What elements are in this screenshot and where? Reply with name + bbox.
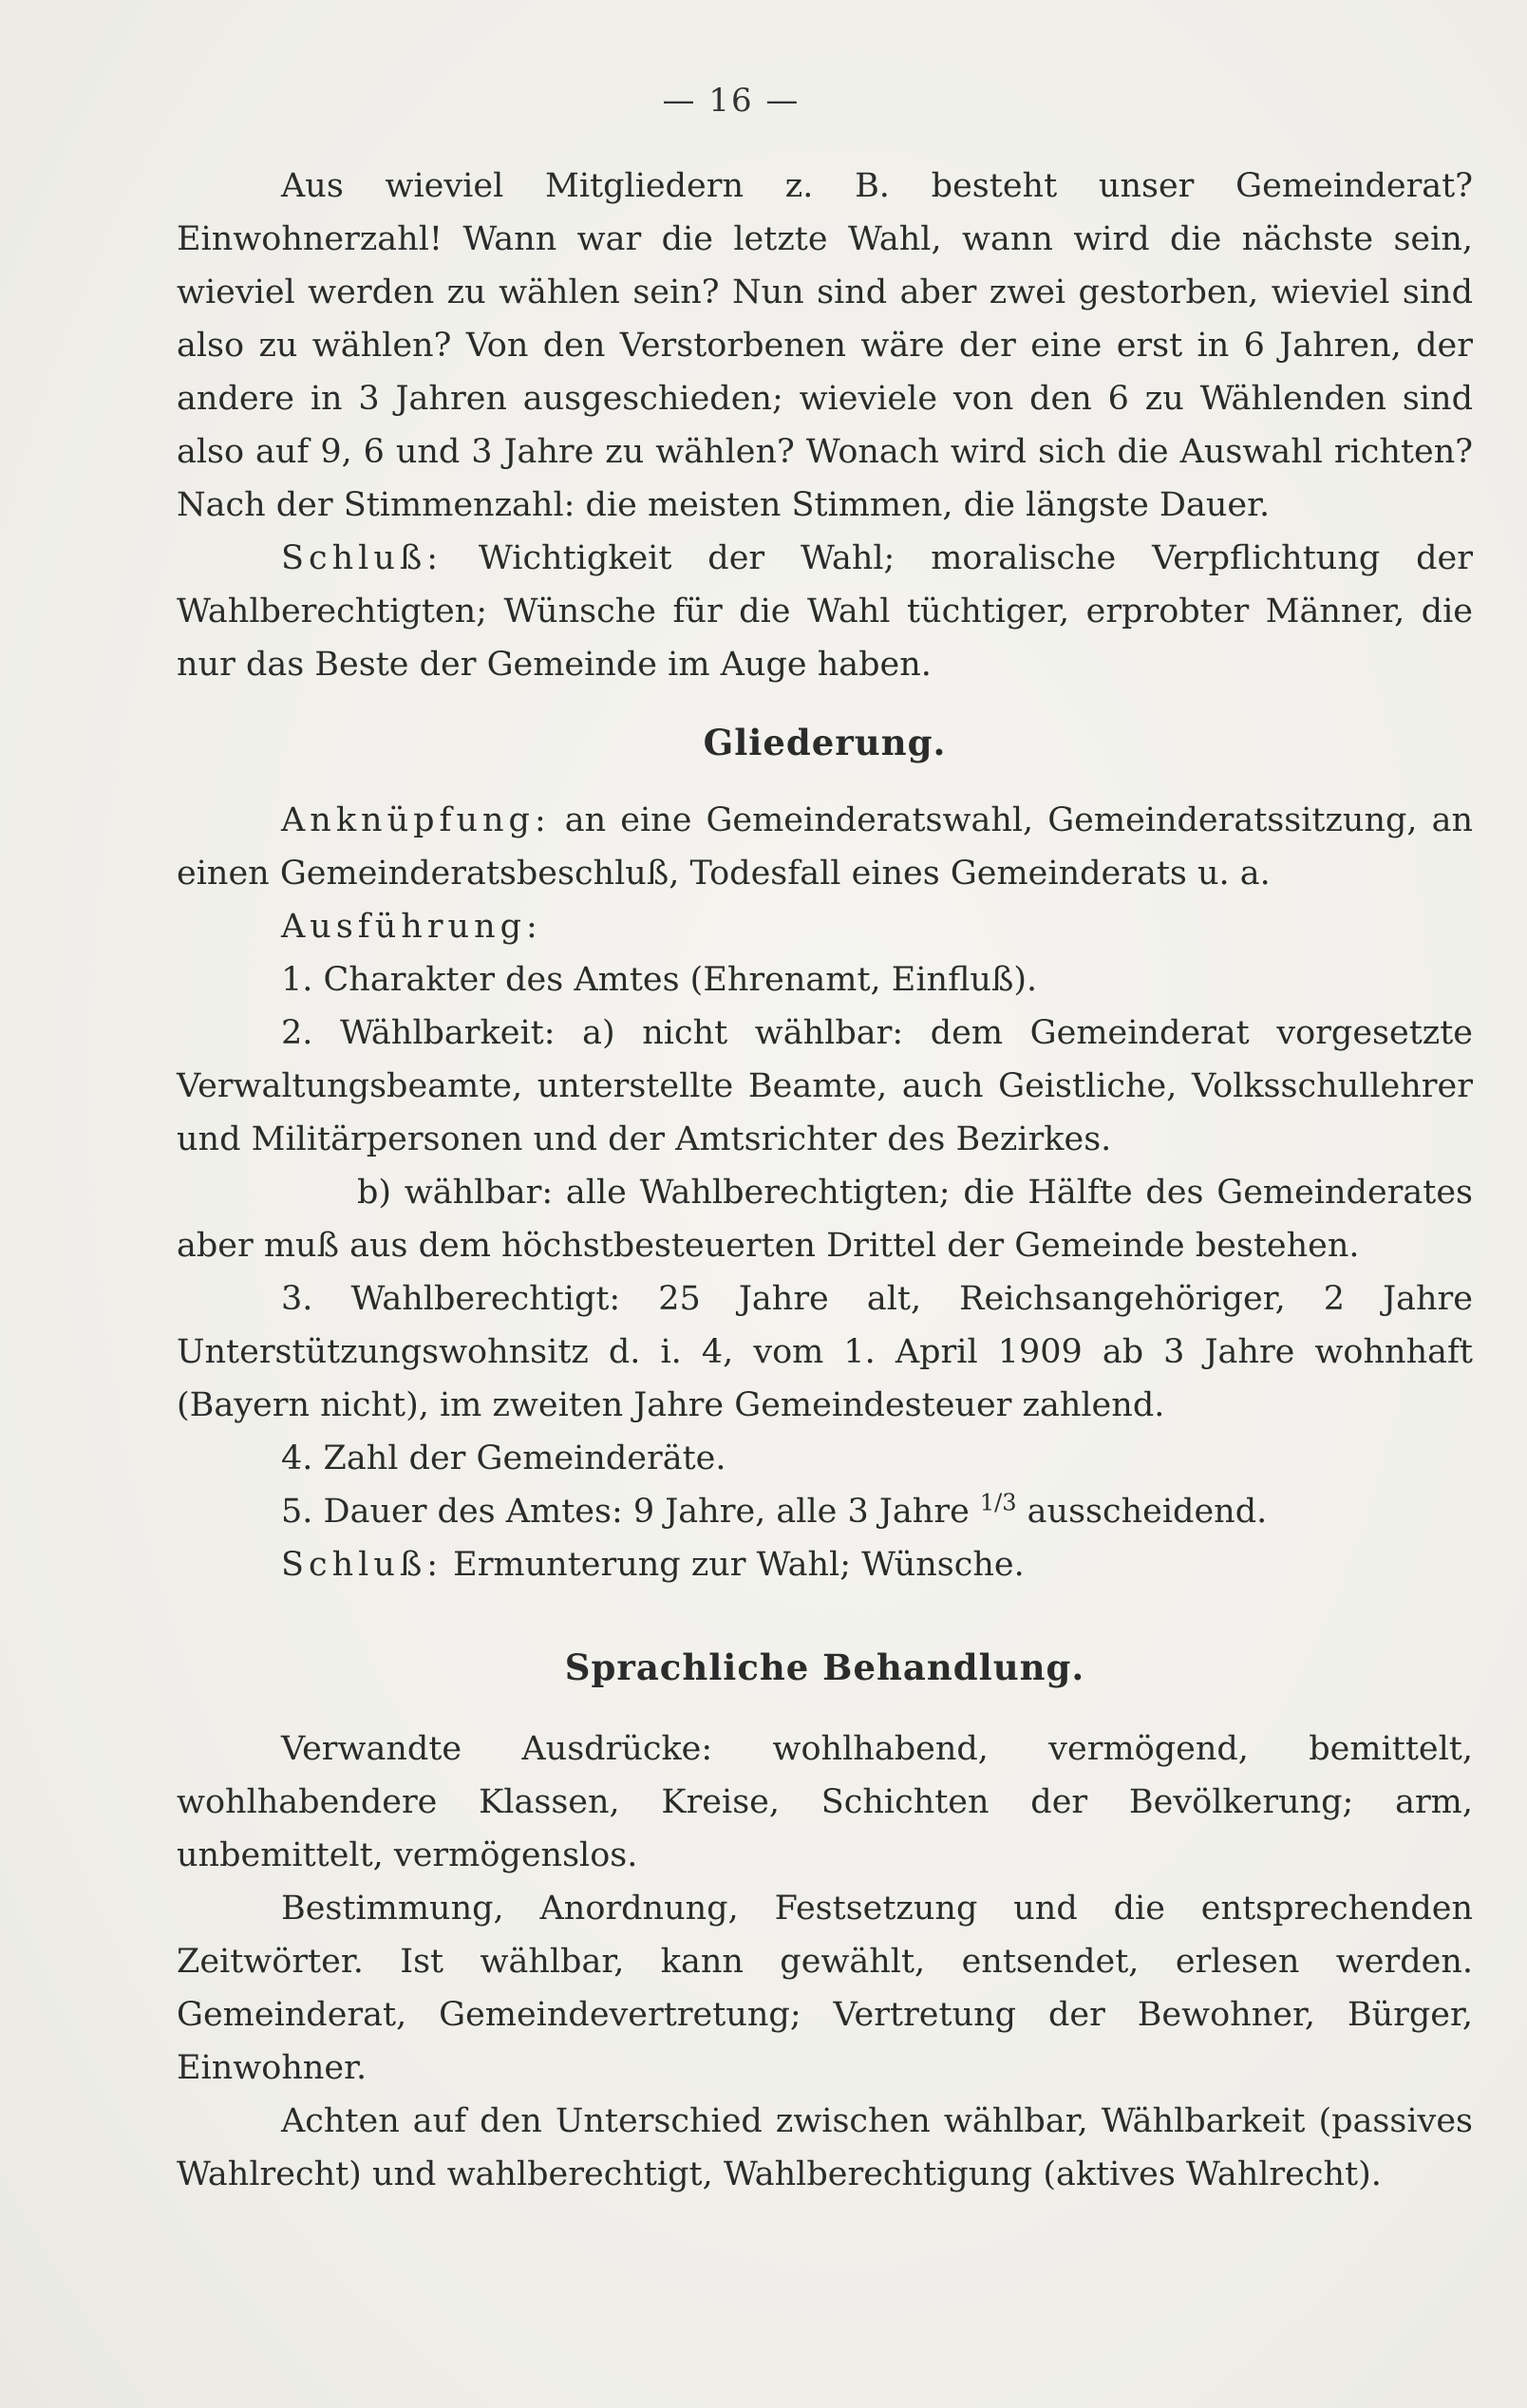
page-body: [177, 160, 1473, 2201]
outline-item-2a: 2. Wählbarkeit: a) nicht wählbar: dem Gemeinderat vorgesetzte Verwaltungsbeamte, unterstellte Beamte, auch Geistliche, Volksschullehrer und Militärpersonen und der Amtsrichter des Bezirkes.: [177, 1014, 1473, 1158]
outline-item-5-tail: ausscheidend.: [1016, 1493, 1268, 1531]
gliederung-schluss: [177, 1538, 1473, 1591]
ausfuehrung-label: Ausführung:: [281, 908, 542, 946]
schluss-text: Wichtigkeit der Wahl; moralische Verpflichtung der Wahlberechtigten; Wünsche für die Wahl tüchtiger, erprobter Männer, die nur das Beste der Gemeinde im Auge haben.: [177, 539, 1473, 684]
fraction-one-third: 1/3: [979, 1489, 1017, 1516]
schluss-paragraph: [177, 532, 1473, 691]
outline-item-5-text: 5. Dauer des Amtes: 9 Jahre, alle 3 Jahre: [281, 1493, 980, 1531]
page-number: — 16 —: [662, 82, 801, 120]
schluss-label: Schluß:: [281, 539, 443, 577]
outline-item-2b: b) wählbar: alle Wahlberechtigten; die Hälfte des Gemeinderates aber muß aus dem höchstbesteuerten Drittel der Gemeinde bestehen.: [177, 1174, 1473, 1265]
anknuepfung-label: Anknüpfung:: [281, 801, 551, 839]
heading-gliederung: Gliederung.: [703, 722, 947, 763]
anknuepfung-text: an eine Gemeinderatswahl, Gemeinderatssitzung, an einen Gemeinderatsbeschluß, Todesfall eines Gemeinderats u. a.: [177, 801, 1473, 893]
anknuepfung-paragraph: [177, 794, 1473, 900]
sprachliche-paragraph-2: Bestimmung, Anordnung, Festsetzung und die entsprechenden Zeitwörter. Ist wählbar, kann gewählt, entsendet, erlesen werden. Gemeinderat, Gemeindevertretung; Vertretung der Bewohner, Bürger, Einwohner.: [177, 1890, 1473, 2087]
gliederung-schluss-text: Ermunterung zur Wahl; Wünsche.: [443, 1546, 1025, 1584]
heading-sprachliche-behandlung: Sprachliche Behandlung.: [564, 1646, 1085, 1688]
sprachliche-paragraph-3: Achten auf den Unterschied zwischen wählbar, Wählbarkeit (passives Wahlrecht) und wahlberechtigt, Wahlberechtigung (aktives Wahlrecht).: [177, 2102, 1473, 2193]
gliederung-schluss-label: Schluß:: [281, 1546, 443, 1584]
sprachliche-paragraph-1: Verwandte Ausdrücke: wohlhabend, vermögend, bemittelt, wohlhabendere Klassen, Kreise, Schichten der Bevölkerung; arm, unbemittelt, vermögenslos.: [177, 1730, 1473, 1874]
intro-paragraph: Aus wieviel Mitgliedern z. B. besteht unser Gemeinderat? Einwohnerzahl! Wann war die letzte Wahl, wann wird die nächste sein, wieviel werden zu wählen sein? Nun sind aber zwei gestorben, wieviel sind also zu wählen? Von den Verstorbenen wäre der eine erst in 6 Jahren, der andere in 3 Jahren ausgeschieden; wieviele von den 6 zu Wählenden sind also auf 9, 6 und 3 Jahre zu wählen? Wonach wird sich die Auswahl richten? Nach der Stimmenzahl: die meisten Stimmen, die längste Dauer.: [177, 167, 1473, 524]
outline-item-5: [177, 1485, 1473, 1538]
outline-item-3: 3. Wahlberechtigt: 25 Jahre alt, Reichsangehöriger, 2 Jahre Unterstützungswohnsitz d. i. 4, vom 1. April 1909 ab 3 Jahre wohnhaft (Bayern nicht), im zweiten Jahre Gemeindesteuer zahlend.: [177, 1280, 1473, 1424]
outline-item-4: 4. Zahl der Gemeinderäte.: [281, 1439, 726, 1477]
outline-item-1: 1. Charakter des Amtes (Ehrenamt, Einfluß).: [281, 961, 1038, 999]
